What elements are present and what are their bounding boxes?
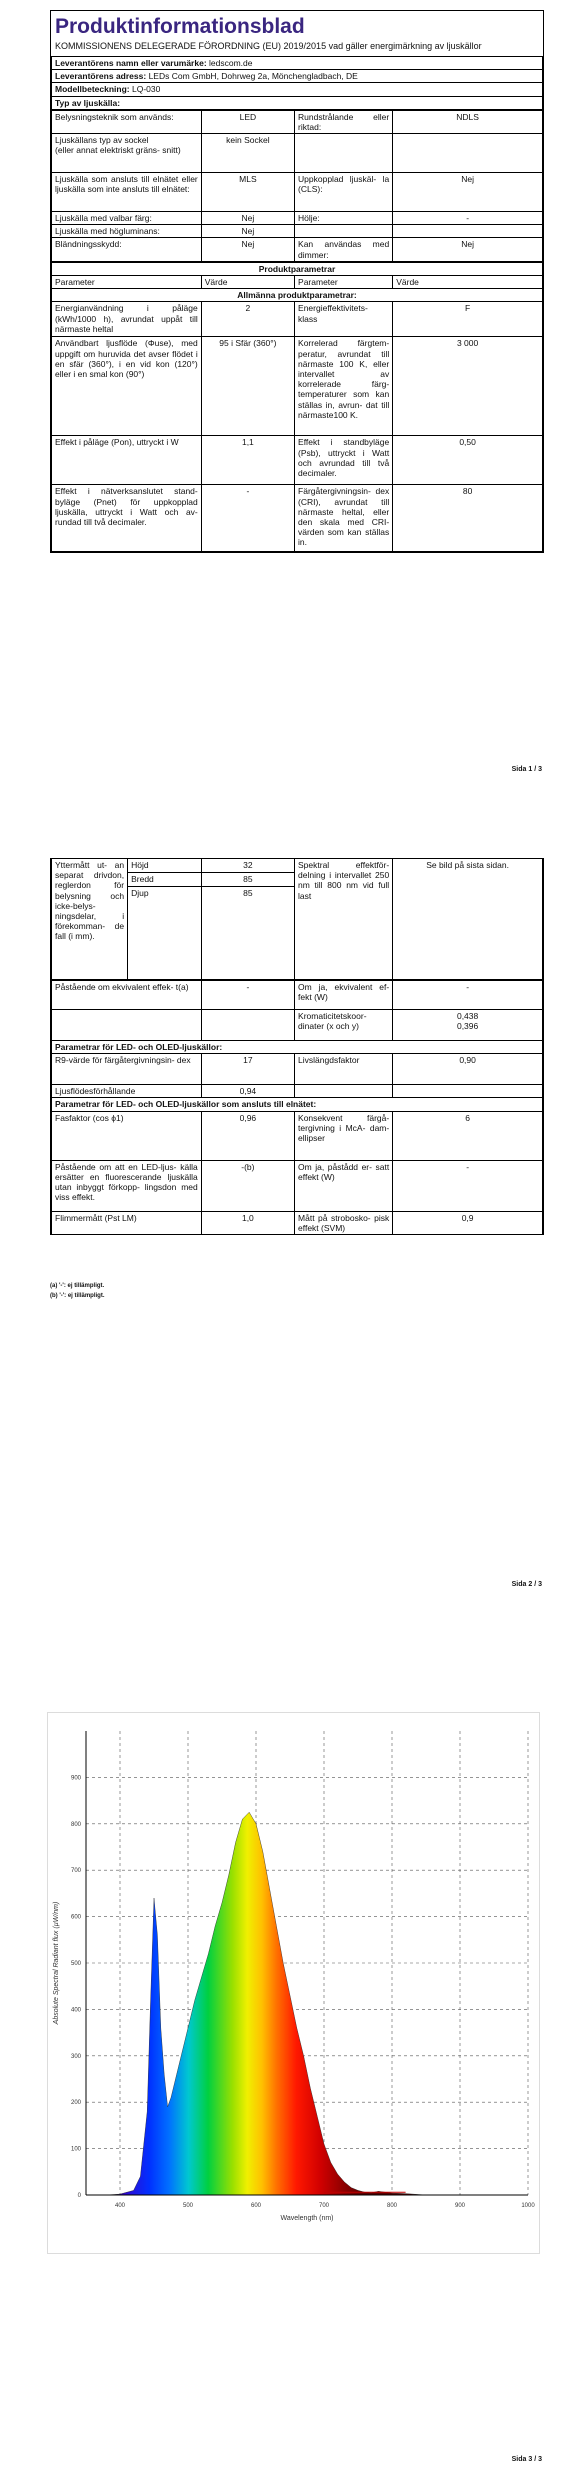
y-tick-label: 0 [77,2193,81,2199]
y-tick-label: 600 [70,1914,81,1921]
supplier-name-label: Leverantörens namn eller varumärke: [55,57,207,68]
led-mains-label-1: Flimmermått (Pst LM) [52,1211,202,1234]
dimensions-label: Yttermått ut- an separat drivdon, reglerdon för belysning och icke-belys- ningsdelar, i förekomman- de fall (i mm). [52,859,128,980]
spectrum-area [106,1812,426,2195]
led-label-2 [295,1085,393,1098]
model-row [52,83,543,96]
led-value-1: 0,94 [201,1085,294,1098]
col-param-2: Parameter [295,276,393,289]
type-row [52,212,543,225]
led-mains-label-2: Konsekvent färgå- tergivning i McA- dam-ellipser [295,1111,393,1160]
supplier-name-row [52,56,543,69]
type-value-1: Nej [201,212,294,225]
supplier-address-label: Leverantörens adress: [55,71,147,82]
page2-label-2: Kromaticitetskoor- dinater (x och y) [295,1010,393,1041]
x-tick-label: 800 [386,2203,398,2209]
spectrum-chart-container [48,1713,539,2253]
led-mains-row [52,1111,543,1160]
led-mains-label-1: Påstående om att en LED-ljus- källa ersätter en fluorescerande ljuskälla utan inbyggt förkopp- lingsdon med viss effekt. [52,1160,202,1211]
type-row [52,173,543,212]
type-label-1: Belysningsteknik som används: [52,110,202,133]
y-tick-label: 500 [70,1961,81,1967]
page2-label-1 [52,1010,202,1041]
page-number-1: Sida 1 / 3 [511,766,542,773]
type-value-1: kein Sockel [201,134,294,173]
type-value-2: Nej [393,238,543,261]
product-params-table [51,262,543,553]
type-header: Typ av ljuskälla: [52,96,543,109]
x-tick-label: 400 [114,2203,126,2209]
general-value-1: 1,1 [201,436,294,485]
led-mains-label-1: Fasfaktor (cos ϕ1) [52,1111,202,1160]
general-value-2: F [393,302,543,337]
led-mains-label-2: Mått på strobosko- pisk effekt (SVM) [295,1211,393,1234]
page2-sheet [50,858,544,1235]
type-label-1: Ljuskälla med valbar färg: [52,212,202,225]
y-tick-label: 200 [70,2100,81,2107]
type-label-2: Hölje: [295,212,393,225]
supplier-address-row [52,70,543,83]
page2-label-2: Om ja, ekvivalent ef- fekt (W) [295,981,393,1010]
type-label-2 [295,225,393,238]
page2-row [52,1010,543,1041]
y-tick-label: 700 [70,1868,81,1875]
page-number-3: Sida 3 / 3 [511,2456,542,2463]
general-label-1: Effekt i nätverksanslutet stand- byläge (Pnet) för uppkopplad ljuskälla, uttryckt i Watt och av- rundad till två decimaler. [52,485,202,552]
type-value-1: LED [201,110,294,133]
type-value-1: MLS [201,173,294,212]
general-row [52,485,543,552]
dim-value-depth: 85 [201,887,294,980]
y-tick-label: 400 [70,2007,81,2014]
general-row [52,436,543,485]
type-row [52,225,543,238]
general-row [52,337,543,436]
document-title: Produktinformationsblad [55,15,305,38]
general-label-2: Korrelerad färgtem- peratur, avrundat till närmaste 100 K, eller intervallet av korrelerade färg- temperaturer som kan ställas in, avrun- dat till närmaste100 K. [295,337,393,436]
x-tick-label: 700 [318,2203,330,2209]
type-row [52,110,543,133]
type-value-2 [393,134,543,173]
type-label-2 [295,134,393,173]
col-value-1: Värde [201,276,294,289]
x-tick-label: 900 [454,2203,466,2209]
regulation-subtitle: KOMMISSIONENS DELEGERADE FÖRORDNING (EU) 2019/2015 vad gäller energimärkning av ljuskällor [55,41,482,52]
type-label-1: Ljuskälla som ansluts till elnätet eller ljuskälla som inte ansluts till elnätet: [52,173,202,212]
col-param-1: Parameter [52,276,202,289]
dim-key-depth: Djup [128,887,202,980]
type-label-1: Bländningsskydd: [52,238,202,261]
spectrum-label: Spektral effektför- delning i intervallet 250 nm till 800 nm vid full last [295,859,393,980]
type-value-2: NDLS [393,110,543,133]
general-label-1: Effekt i påläge (Pon), uttryckt i W [52,436,202,485]
led-mains-value-1: -(b) [201,1160,294,1211]
type-row [52,238,543,261]
page2-label-1: Påstående om ekvivalent effek- t(a) [52,981,202,1010]
dim-value-width: 85 [201,873,294,887]
led-mains-params-header: Parametrar för LED- och OLED-ljuskällor som ansluts till elnätet: [52,1098,543,1111]
type-label-1: Ljuskällans typ av sockel (eller annat elektriskt gräns- snitt) [52,134,202,173]
type-value-2: - [393,212,543,225]
spectrum-value: Se bild på sista sidan. [393,859,543,980]
x-tick-label: 600 [250,2203,262,2209]
general-label-1: Användbart ljusflöde (Φuse), med uppgift om huruvida det avser flödet i en sfär (360°), i en vid kon (120°) eller i en smal kon (90°) [52,337,202,436]
general-value-1: - [201,485,294,552]
type-value-1: Nej [201,225,294,238]
type-label-2: Rundstrålande eller riktad: [295,110,393,133]
x-tick-label: 500 [182,2203,194,2209]
led-row [52,1085,543,1098]
led-mains-label-2: Om ja, påstådd er- satt effekt (W) [295,1160,393,1211]
col-value-2: Värde [393,276,543,289]
page2-value-2: - [393,981,543,1010]
model-value: LQ-030 [132,84,161,95]
y-tick-label: 100 [70,2146,81,2153]
general-row [52,302,543,337]
type-value-1: Nej [201,238,294,261]
general-value-1: 2 [201,302,294,337]
page1-sheet [50,10,544,553]
led-params-header: Parametrar för LED- och OLED-ljuskällor: [52,1041,543,1054]
general-value-2: 80 [393,485,543,552]
page2-row [52,981,543,1010]
spectrum-chart [48,1713,539,2253]
supplier-address-value: LEDs Com GmbH, Dohrweg 2a, Mönchengladbach, DE [148,71,358,82]
led-mains-row [52,1160,543,1211]
product-params-header: Produktparametrar [52,262,543,275]
general-label-2: Effekt i standbyläge (Psb), uttryckt i Watt och avrundad till två decimaler. [295,436,393,485]
type-table [51,110,543,262]
led-label-1: Ljusflödesförhållande [52,1085,202,1098]
general-value-1: 95 i Sfär (360°) [201,337,294,436]
y-tick-label: 800 [70,1821,81,1828]
general-value-2: 3 000 [393,337,543,436]
page2-value-1 [201,1010,294,1041]
type-row [52,134,543,173]
y-tick-label: 300 [70,2053,81,2060]
led-value-1: 17 [201,1054,294,1085]
footnote-b: (b) '-': ej tillämpligt. [50,1293,105,1300]
x-tick-label: 1000 [521,2203,535,2209]
led-mains-row [52,1211,543,1234]
led-value-2 [393,1085,543,1098]
dim-value-height: 32 [201,859,294,873]
page-number-2: Sida 2 / 3 [511,1581,542,1588]
y-axis-label: Absolute Spectral Radiant flux (µW/nm) [53,1901,60,2025]
general-label-2: Färgåtergivningsin- dex (CRI), avrundat till närmaste heltal, eller den skala med CRI-värden som kan ställas in. [295,485,393,552]
led-mains-value-2: - [393,1160,543,1211]
page2-value-1: - [201,981,294,1010]
supplier-name-value: ledscom.de [209,57,253,68]
led-label-2: Livslängdsfaktor [295,1054,393,1085]
y-tick-label: 900 [70,1775,81,1782]
led-row [52,1054,543,1085]
dim-key-height: Höjd [128,859,202,873]
led-mains-value-1: 0,96 [201,1111,294,1160]
footnotes [50,1283,105,1300]
type-label-2: Kan användas med dimmer: [295,238,393,261]
led-value-2: 0,90 [393,1054,543,1085]
dimensions-table [51,858,543,980]
led-label-1: R9-värde för färgåtergivningsin- dex [52,1054,202,1085]
led-mains-value-2: 0,9 [393,1211,543,1234]
led-mains-value-1: 1,0 [201,1211,294,1234]
page2-value-2: 0,438 0,396 [393,1010,543,1041]
general-label-1: Energianvändning i påläge (kWh/1000 h), avrundat uppåt till närmaste heltal [52,302,202,337]
footnote-a: (a) '-': ej tillämpligt. [50,1283,105,1289]
model-label: Modellbeteckning: [55,84,130,95]
general-label-2: Energieffektivitets- klass [295,302,393,337]
type-label-2: Uppkopplad ljuskäl- la (CLS): [295,173,393,212]
type-value-2 [393,225,543,238]
page2-params-table [51,980,543,1235]
general-params-header: Allmänna produktparametrar: [52,289,543,302]
led-mains-value-2: 6 [393,1111,543,1160]
type-label-1: Ljuskälla med högluminans: [52,225,202,238]
dim-key-width: Bredd [128,873,202,887]
x-axis-label: Wavelength (nm) [280,2215,334,2222]
general-value-2: 0,50 [393,436,543,485]
type-value-2: Nej [393,173,543,212]
supplier-table [51,56,543,110]
